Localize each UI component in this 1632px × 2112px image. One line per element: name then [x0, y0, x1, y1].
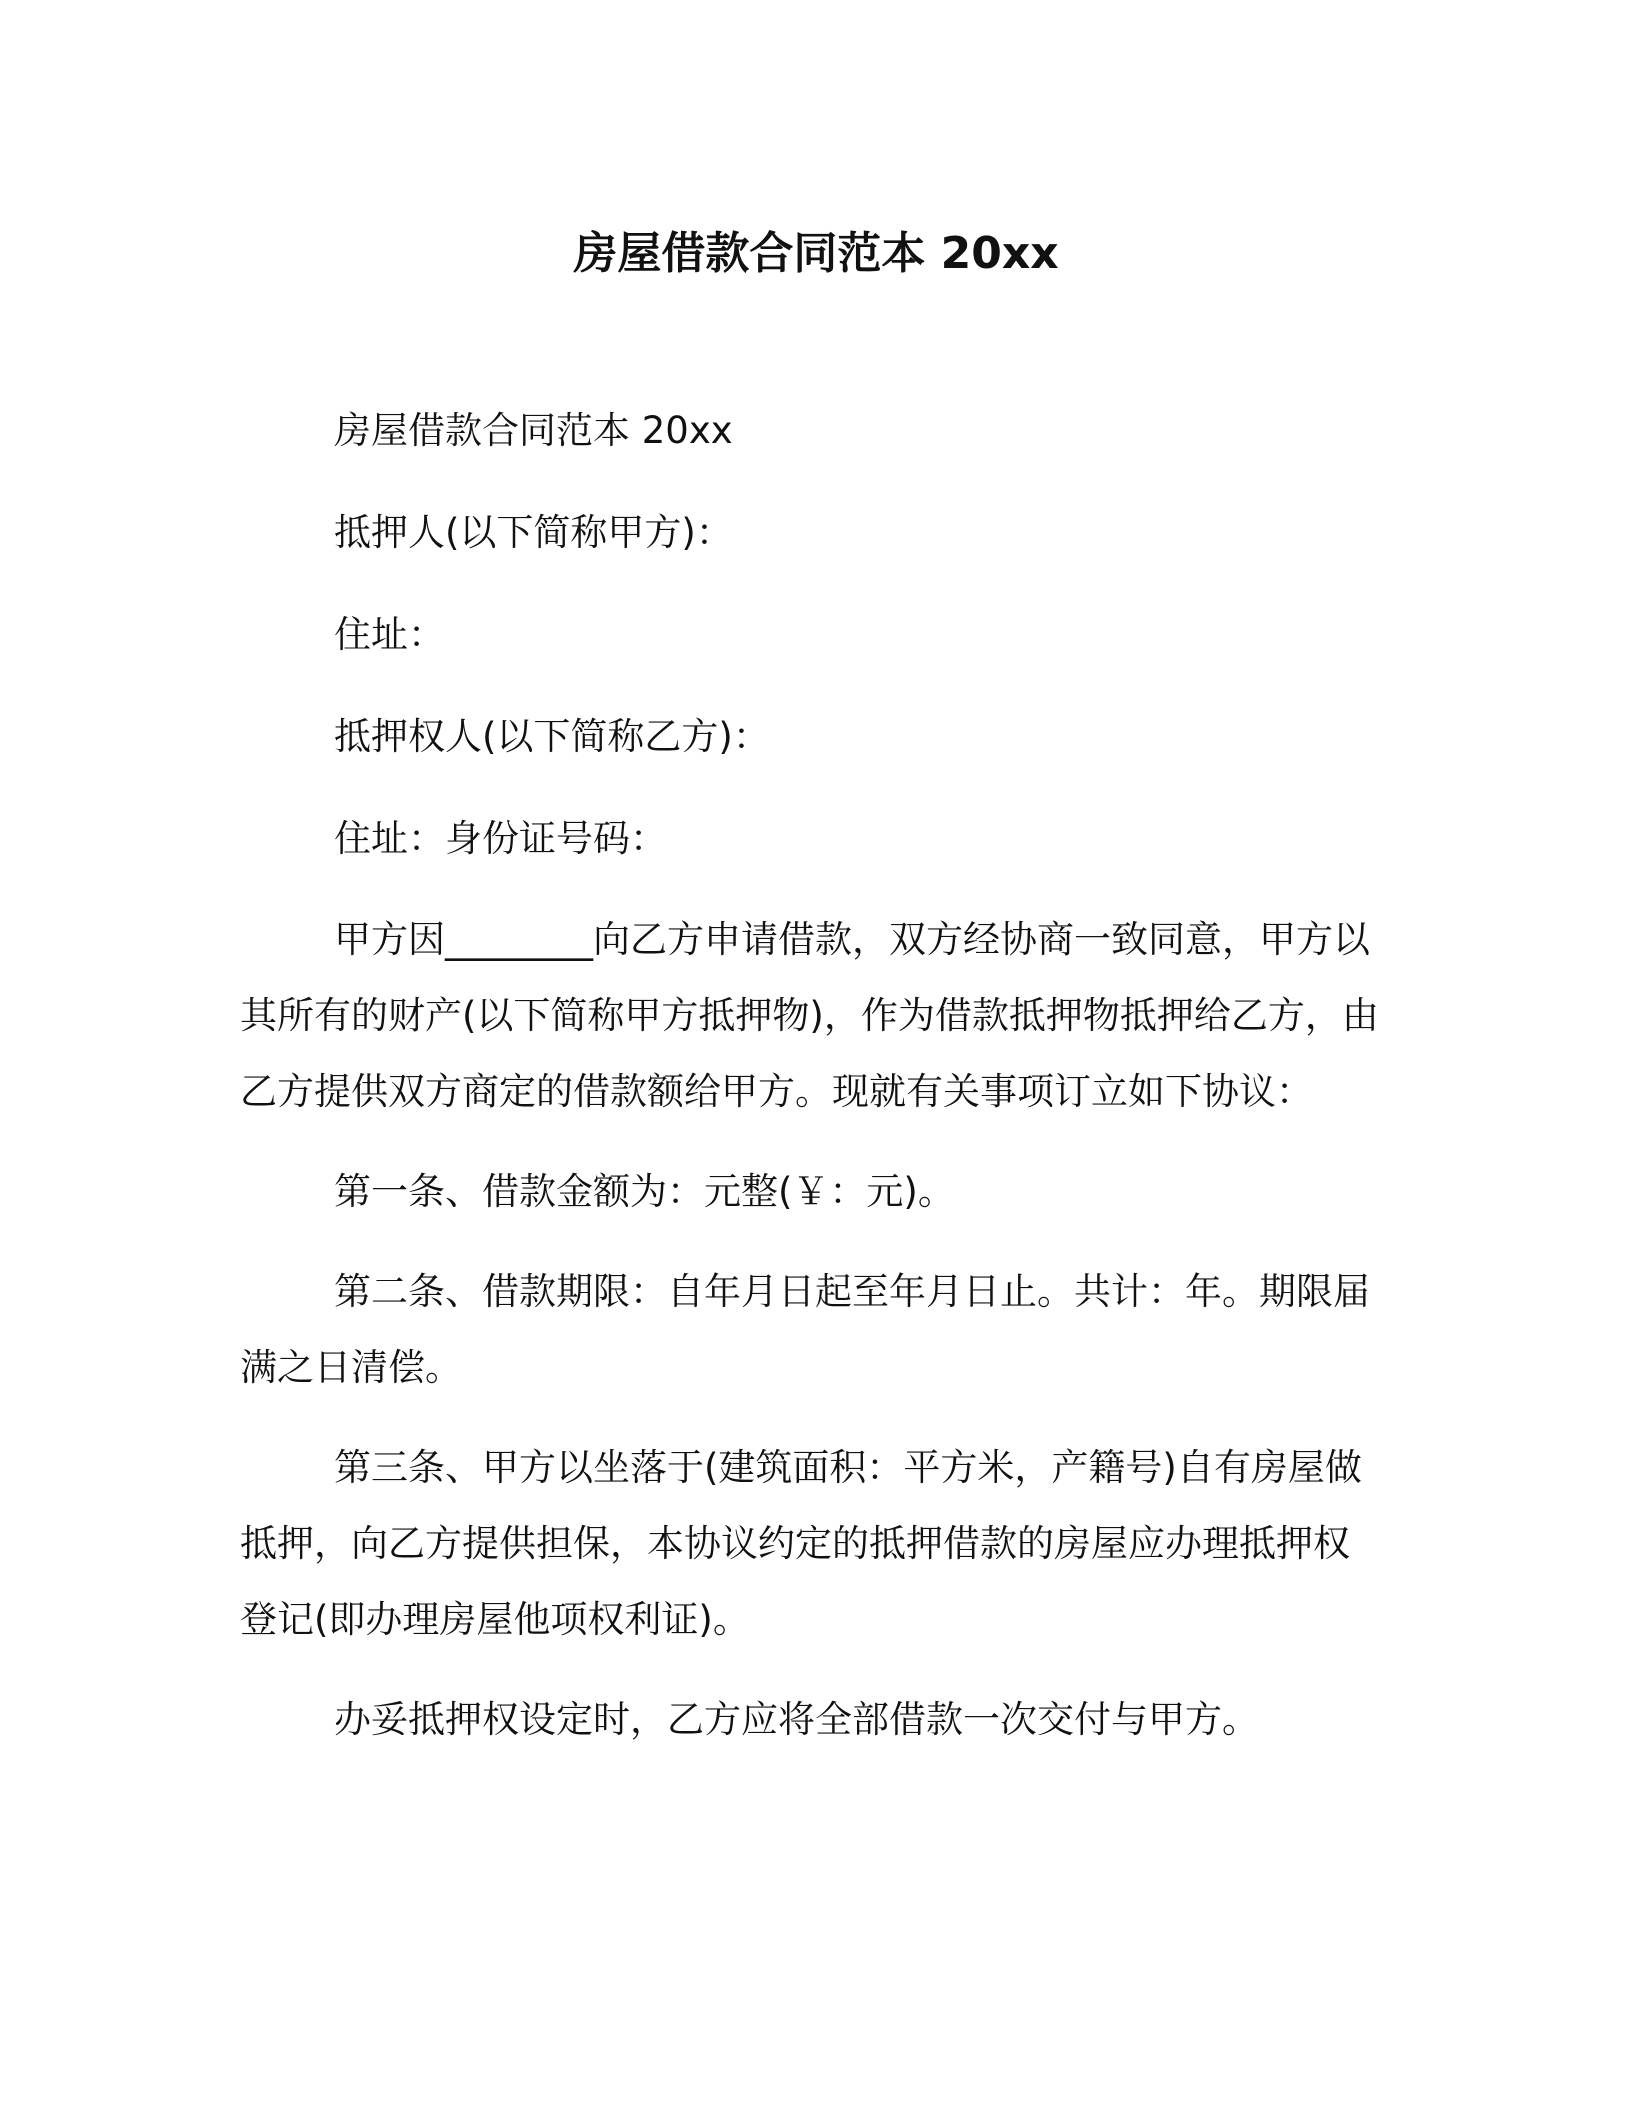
paragraph-article-1: 第一条、借款金额为：元整(￥：元)。 [334, 1170, 955, 1213]
paragraph-mortgagor-address: 住址： [334, 613, 445, 656]
document-body [240, 392, 1380, 1782]
paragraph-mortgagee-address-id: 住址：身份证号码： [334, 817, 667, 860]
paragraph-article-3: 第三条、甲方以坐落于(建筑面积：平方米，产籍号)自有房屋做抵押，向乙方提供担保，本协议约定的抵押借款的房屋应办理抵押权登记(即办理房屋他项权利证)。 [240, 1446, 1362, 1641]
document-title: 房屋借款合同范本 20xx [573, 228, 1059, 279]
paragraph-mortgagee: 抵押权人(以下简称乙方)： [334, 715, 770, 758]
paragraph-delivery: 办妥抵押权设定时，乙方应将全部借款一次交付与甲方。 [334, 1698, 1259, 1741]
paragraph-mortgagor: 抵押人(以下简称甲方)： [334, 511, 733, 554]
paragraph-article-2: 第二条、借款期限：自年月日起至年月日止。共计：年。期限届满之日清偿。 [240, 1270, 1370, 1389]
paragraph-heading-repeat: 房屋借款合同范本 20xx [334, 409, 733, 452]
paragraph-agreement-intro: 甲方因________向乙方申请借款，双方经协商一致同意，甲方以其所有的财产(以下简称甲方抵押物)，作为借款抵押物抵押给乙方，由乙方提供双方商定的借款额给甲方。现就有关事项订立如下协议： [240, 918, 1379, 1113]
